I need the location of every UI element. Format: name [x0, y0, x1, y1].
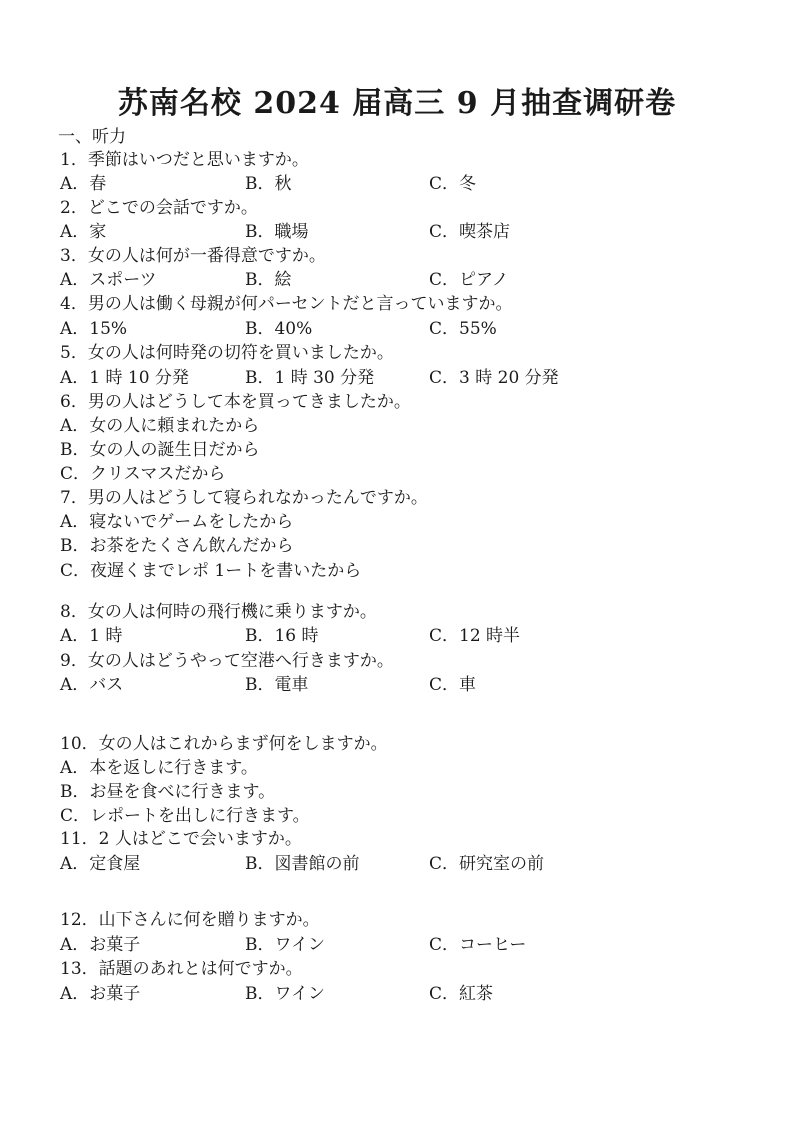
options-9: [60, 673, 700, 697]
option-a: A．本を返しに行きます。: [60, 758, 258, 778]
option-b: B．40%: [245, 319, 313, 339]
option-a: A．15%: [60, 319, 128, 339]
option-a: A．春: [60, 174, 107, 194]
option-a: A．1 時 10 分発: [60, 368, 189, 388]
options-13: [60, 982, 700, 1006]
question-4: 4．男の人は働く母親が何パーセントだと言っていますか。: [60, 294, 513, 314]
options-1: [60, 172, 700, 196]
option-b: B．1 時 30 分発: [245, 368, 375, 388]
option-b: B．秋: [245, 174, 292, 194]
option-a: A．お菓子: [60, 935, 141, 955]
question-11: 11．2 人はどこで会いますか。: [60, 829, 302, 849]
options-3: [60, 268, 700, 292]
question-9: 9．女の人はどうやって空港へ行きますか。: [60, 651, 394, 671]
option-c: C．レポートを出しに行きます。: [60, 806, 310, 826]
option-c: C．12 時半: [429, 626, 521, 646]
option-c: C．夜遅くまでレポ 1ートを書いたから: [60, 561, 362, 581]
option-c: C．冬: [429, 174, 477, 194]
option-c: C．3 時 20 分発: [429, 368, 559, 388]
option-b: B．図書館の前: [245, 854, 360, 874]
option-c: C．コーヒー: [429, 935, 527, 955]
options-4: [60, 317, 700, 341]
option-c: C．喫茶店: [429, 222, 511, 242]
options-2: [60, 220, 700, 244]
question-8: 8．女の人は何時の飛行機に乗りますか。: [60, 602, 377, 622]
option-b: B．電車: [245, 675, 309, 695]
option-b: B．ワイン: [245, 935, 325, 955]
option-c: C．クリスマスだから: [60, 464, 226, 484]
option-c: C．紅茶: [429, 984, 494, 1004]
question-3: 3．女の人は何が一番得意ですか。: [60, 246, 326, 266]
option-b: B．絵: [245, 270, 292, 290]
option-b: B．お昼を食べに行きます。: [60, 782, 276, 802]
option-b: B．女の人の誕生日だから: [60, 440, 260, 460]
option-a: A．定食屋: [60, 854, 141, 874]
section-heading: 一、听力: [58, 127, 126, 147]
page-title: 苏南名校 2024 届高三 9 月抽查调研卷: [117, 86, 677, 121]
option-b: B．16 時: [245, 626, 319, 646]
option-b: B．お茶をたくさん飲んだから: [60, 536, 294, 556]
question-10: 10．女の人はこれからまず何をしますか。: [60, 734, 388, 754]
option-a: A．スポーツ: [60, 270, 157, 290]
options-12: [60, 933, 700, 957]
option-c: C．55%: [429, 319, 497, 339]
option-b: B．職場: [245, 222, 309, 242]
option-c: C．研究室の前: [429, 854, 545, 874]
question-12: 12．山下さんに何を贈りますか。: [60, 910, 320, 930]
question-2: 2．どこでの会話ですか。: [60, 198, 258, 218]
question-13: 13．話題のあれとは何ですか。: [60, 959, 303, 979]
option-a: A．バス: [60, 675, 124, 695]
question-6: 6．男の人はどうして本を買ってきましたか。: [60, 392, 411, 412]
option-a: A．女の人に頼まれたから: [60, 416, 260, 436]
option-b: B．ワイン: [245, 984, 325, 1004]
options-11: [60, 852, 700, 876]
question-5: 5．女の人は何時発の切符を買いましたか。: [60, 343, 394, 363]
option-c: C．ピアノ: [429, 270, 509, 290]
option-a: A．家: [60, 222, 107, 242]
question-7: 7．男の人はどうして寝られなかったんですか。: [60, 488, 428, 508]
option-a: A．寝ないでゲームをしたから: [60, 512, 294, 532]
option-a: A．お菓子: [60, 984, 141, 1004]
option-c: C．車: [429, 675, 477, 695]
option-a: A．1 時: [60, 626, 123, 646]
options-8: [60, 624, 700, 648]
question-1: 1．季節はいつだと思いますか。: [60, 150, 309, 170]
options-5: [60, 366, 700, 390]
